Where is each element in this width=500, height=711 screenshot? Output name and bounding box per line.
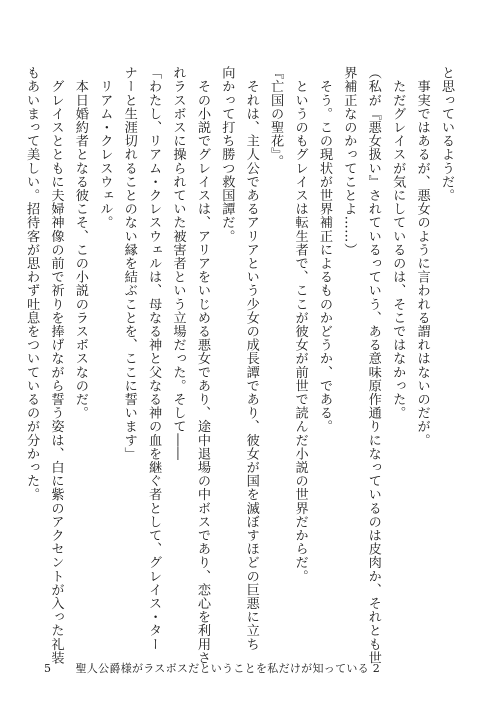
text-line: （私が『悪女扱い』されているっていう、ある意味原作通りになっているのは皮肉か、それとも世 [365,66,381,665]
text-line: ナーと生涯切れることのない縁を結ぶことを、ここに誓います」 [121,66,137,461]
text-line: 本日婚約者となる彼こそ、この小説のラスボスなのだ。 [72,66,88,420]
text-line: 界補正なのかってことよ……） [341,66,357,257]
text-line: というのもグレイスは転生者で、ここが彼女が前世で読んだ小説の世界だからだ。 [292,66,308,583]
text-line: もあいまって美しい。招待客が思わず吐息をついているのが分かった。 [24,66,40,502]
text-line: その小説でグレイスは、アリアをいじめる悪女であり、途中退場の中ボスであり、恋心を利用さ [194,66,210,665]
text-line: 「わたし、リアム・クレスウェルは、母なる神と父なる神の血を継ぐ者として、グレイス・ター [146,66,162,651]
text-line: と思っているようだ。 [439,66,454,202]
text-line: グレイスとともに夫婦神像の前で祈りを捧げながら誓う姿は、白に紫のアクセントが入った礼装 [48,66,64,665]
body-text [24,66,458,665]
text-line: リアム・クレスウェル。 [97,66,113,230]
text-line: そう。この現状が世界補正によるものかどうか、である。 [316,66,332,434]
page-number: 5 [44,662,51,675]
text-line: 事実ではあるが、悪女のように言われる謂れはないのだが。 [414,66,430,447]
text-line: ただグレイスが気にしているのは、そこではなかった。 [390,66,406,420]
text-line: 『亡国の聖花』。 [268,66,284,169]
text-line: それは、主人公であるアリアという少女の成長譚であり、彼女が国を滅ぼすほどの巨悪に立ち [243,66,259,651]
text-line: れラスボスに操られていた被害者という立場だった。そして―― [170,66,186,461]
book-title: 聖人公爵様がラスボスだということを私だけが知っている 2 [75,662,381,675]
text-line: 向かって打ち勝つ救国譚だ。 [219,66,235,243]
page-footer [44,660,464,678]
